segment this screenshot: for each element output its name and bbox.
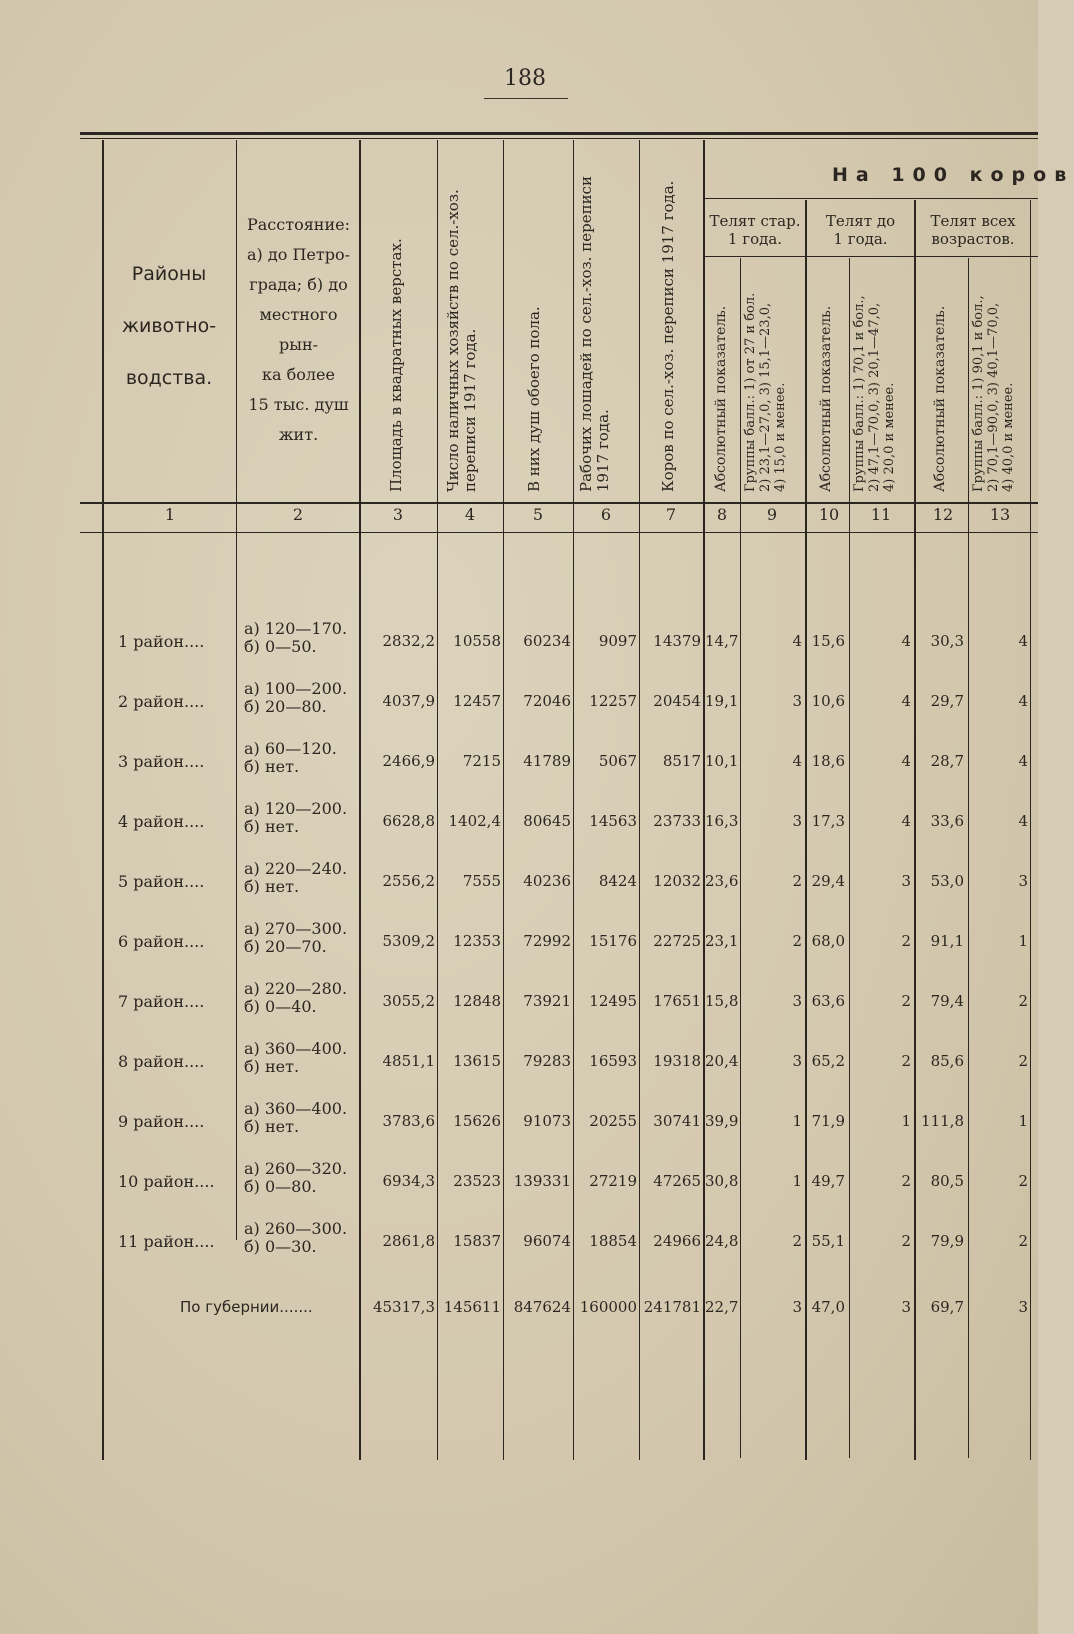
col-number-5: 5 <box>532 505 544 524</box>
col-sep-12-13 <box>968 258 969 1458</box>
distance-to-market: б) нет. <box>244 817 300 836</box>
header-group-calves-all <box>916 212 1030 248</box>
cell-c12: 80,5 <box>930 1172 964 1190</box>
total-c13: 3 <box>1018 1298 1028 1316</box>
cell-c11: 4 <box>901 812 911 830</box>
cell-c8: 20,4 <box>705 1052 739 1070</box>
per100-rule <box>703 198 1038 199</box>
cell-cows: 8517 <box>662 752 701 770</box>
header-distance <box>238 210 359 450</box>
total-farms: 145611 <box>443 1298 501 1316</box>
cell-souls: 60234 <box>523 632 571 650</box>
cell-souls: 40236 <box>523 872 571 890</box>
cell-c9: 3 <box>792 992 802 1010</box>
cell-farms: 15837 <box>453 1232 501 1250</box>
cell-horses: 15176 <box>589 932 637 950</box>
cell-souls: 79283 <box>523 1052 571 1070</box>
cell-farms: 15626 <box>453 1112 501 1130</box>
cell-souls: 72992 <box>523 932 571 950</box>
cell-farms: 7215 <box>462 752 501 770</box>
header-grp-11-line3: 4) 20,0 и менее. <box>882 382 897 492</box>
distance-cell <box>244 680 359 716</box>
cell-c9: 2 <box>792 1232 802 1250</box>
col-number-4: 4 <box>464 505 476 524</box>
header-distance-line7: жит. <box>278 425 319 444</box>
distance-to-petrograd: а) 220—280. <box>244 979 348 998</box>
cell-farms: 13615 <box>453 1052 501 1070</box>
total-c12: 69,7 <box>930 1298 964 1316</box>
table-top-rule <box>80 132 1038 135</box>
cell-area: 3783,6 <box>382 1112 435 1130</box>
cell-c10: 65,2 <box>811 1052 845 1070</box>
cell-horses: 9097 <box>598 632 637 650</box>
distance-to-market: б) 0—30. <box>244 1237 317 1256</box>
total-souls: 847624 <box>513 1298 571 1316</box>
cell-area: 5309,2 <box>382 932 435 950</box>
col-number-7: 7 <box>665 505 677 524</box>
col-sep-4-5 <box>503 140 504 1460</box>
distance-to-market: б) 0—80. <box>244 1177 317 1196</box>
distance-to-market: б) 20—70. <box>244 937 327 956</box>
cell-c12: 85,6 <box>930 1052 964 1070</box>
cell-farms: 12848 <box>453 992 501 1010</box>
header-farms-line2: переписи 1917 года. <box>461 328 479 492</box>
cell-horses: 27219 <box>589 1172 637 1190</box>
distance-cell <box>244 800 359 836</box>
cell-horses: 16593 <box>589 1052 637 1070</box>
col-sep-13-right <box>1030 200 1031 1460</box>
cell-c12: 28,7 <box>930 752 964 770</box>
col-number-1: 1 <box>164 505 176 524</box>
cell-c13: 4 <box>1018 752 1028 770</box>
cell-c10: 29,4 <box>811 872 845 890</box>
header-distance-line5: ка более <box>262 365 335 384</box>
col-number-13: 13 <box>989 505 1011 524</box>
cell-c12: 111,8 <box>921 1112 964 1130</box>
col-number-9: 9 <box>766 505 778 524</box>
cell-c13: 2 <box>1018 1172 1028 1190</box>
distance-cell <box>244 1160 359 1196</box>
cell-area: 4037,9 <box>382 692 435 710</box>
header-regions <box>104 248 234 404</box>
cell-c11: 4 <box>901 752 911 770</box>
distance-to-petrograd: а) 120—170. <box>244 619 348 638</box>
cell-c9: 4 <box>792 752 802 770</box>
total-c9: 3 <box>792 1298 802 1316</box>
header-area: Площадь в квадратных верстах. <box>387 238 405 492</box>
distance-cell <box>244 740 359 776</box>
header-grp-9 <box>743 293 788 492</box>
cell-c9: 1 <box>792 1112 802 1130</box>
header-grp-11-line2: 2) 47,1—70,0, 3) 20,1—47,0, <box>867 302 882 492</box>
cell-souls: 96074 <box>523 1232 571 1250</box>
col-sep-10-11 <box>849 258 850 1458</box>
cell-c10: 63,6 <box>811 992 845 1010</box>
header-abs-10: Абсолютный показатель. <box>818 305 834 492</box>
cell-c10: 55,1 <box>811 1232 845 1250</box>
header-group-calves-young-line1: Телят до <box>825 212 896 230</box>
header-abs-12: Абсолютный показатель. <box>932 305 948 492</box>
cell-horses: 5067 <box>598 752 637 770</box>
cell-c8: 15,8 <box>705 992 739 1010</box>
distance-cell <box>244 860 359 896</box>
col-number-12: 12 <box>932 505 954 524</box>
cell-c10: 15,6 <box>811 632 845 650</box>
col-sep-5-6 <box>573 140 574 1460</box>
cell-c12: 30,3 <box>930 632 964 650</box>
cell-area: 2556,2 <box>382 872 435 890</box>
region-label: 7 район.... <box>118 992 205 1011</box>
cell-c8: 24,8 <box>705 1232 739 1250</box>
cell-souls: 41789 <box>523 752 571 770</box>
header-bottom-rule <box>80 502 1038 504</box>
cell-area: 6628,8 <box>382 812 435 830</box>
distance-cell <box>244 980 359 1016</box>
col-sep-11-12 <box>914 200 916 1460</box>
distance-cell <box>244 1040 359 1076</box>
cell-horses: 12495 <box>589 992 637 1010</box>
distance-cell <box>244 1100 359 1136</box>
cell-c11: 2 <box>901 1052 911 1070</box>
distance-to-petrograd: а) 260—320. <box>244 1159 348 1178</box>
cell-c13: 2 <box>1018 992 1028 1010</box>
cell-c8: 16,3 <box>705 812 739 830</box>
column-number-rule <box>80 532 1038 533</box>
cell-c12: 79,4 <box>930 992 964 1010</box>
distance-to-market: б) нет. <box>244 1117 300 1136</box>
cell-souls: 80645 <box>523 812 571 830</box>
cell-horses: 12257 <box>589 692 637 710</box>
region-label: 8 район.... <box>118 1052 205 1071</box>
header-regions-line2: животно- <box>121 315 217 337</box>
cell-farms: 12457 <box>453 692 501 710</box>
cell-farms: 12353 <box>453 932 501 950</box>
cell-cows: 12032 <box>653 872 701 890</box>
cell-cows: 47265 <box>653 1172 701 1190</box>
cell-cows: 14379 <box>653 632 701 650</box>
cell-c8: 14,7 <box>705 632 739 650</box>
cell-c13: 2 <box>1018 1232 1028 1250</box>
cell-c8: 23,1 <box>705 932 739 950</box>
cell-c11: 2 <box>901 992 911 1010</box>
header-distance-line4: местного рын- <box>259 305 338 354</box>
region-label: 6 район.... <box>118 932 205 951</box>
cell-area: 2832,2 <box>382 632 435 650</box>
cell-horses: 20255 <box>589 1112 637 1130</box>
header-distance-line2: а) до Петро- <box>247 245 350 264</box>
header-farms <box>445 189 479 492</box>
cell-c10: 17,3 <box>811 812 845 830</box>
cell-c9: 2 <box>792 872 802 890</box>
header-distance-line1: Расстояние: <box>247 215 350 234</box>
cell-c13: 4 <box>1018 632 1028 650</box>
cell-area: 2466,9 <box>382 752 435 770</box>
distance-to-petrograd: а) 360—400. <box>244 1099 348 1118</box>
distance-to-market: б) 0—40. <box>244 997 317 1016</box>
total-label: По губернии....... <box>180 1298 313 1316</box>
header-regions-line3: водства. <box>125 367 213 389</box>
table-top-rule-thin <box>80 138 1038 139</box>
header-per-100-cows: На 100 коров <box>832 164 1074 186</box>
distance-to-market: б) 20—80. <box>244 697 327 716</box>
header-cows: Коров по сел.-хоз. переписи 1917 года. <box>659 180 677 492</box>
cell-c11: 1 <box>901 1112 911 1130</box>
cell-c9: 1 <box>792 1172 802 1190</box>
header-horses-line2: 1917 года. <box>594 409 612 492</box>
region-label: 5 район.... <box>118 872 205 891</box>
cell-c8: 19,1 <box>705 692 739 710</box>
col-sep-7-8 <box>703 140 705 1460</box>
cell-c9: 2 <box>792 932 802 950</box>
cell-farms: 7555 <box>462 872 501 890</box>
region-label: 10 район.... <box>118 1172 215 1191</box>
cell-c8: 10,1 <box>705 752 739 770</box>
header-group-calves-all-line2: возрастов. <box>931 230 1015 248</box>
distance-cell <box>244 620 359 656</box>
distance-to-petrograd: а) 220—240. <box>244 859 348 878</box>
header-grp-11 <box>852 295 897 492</box>
cell-c11: 4 <box>901 632 911 650</box>
total-area: 45317,3 <box>372 1298 435 1316</box>
col-sep-9-10 <box>805 200 807 1460</box>
cell-souls: 91073 <box>523 1112 571 1130</box>
cell-cows: 19318 <box>653 1052 701 1070</box>
cell-c11: 2 <box>901 1232 911 1250</box>
header-grp-9-line2: 2) 23,1—27,0, 3) 15,1—23,0, <box>758 302 773 492</box>
cell-c10: 18,6 <box>811 752 845 770</box>
groups-rule <box>703 256 1038 257</box>
cell-c11: 2 <box>901 1172 911 1190</box>
distance-to-petrograd: а) 260—300. <box>244 1219 348 1238</box>
total-c8: 22,7 <box>705 1298 739 1316</box>
distance-to-market: б) нет. <box>244 757 300 776</box>
header-grp-9-line1: Группы балл.: 1) от 27 и бол. <box>743 292 758 492</box>
cell-c10: 10,6 <box>811 692 845 710</box>
distance-to-petrograd: а) 120—200. <box>244 799 348 818</box>
cell-horses: 14563 <box>589 812 637 830</box>
header-group-calves-young <box>807 212 914 248</box>
cell-c8: 30,8 <box>705 1172 739 1190</box>
header-regions-line1: Районы <box>131 263 207 285</box>
region-label: 9 район.... <box>118 1112 205 1131</box>
cell-horses: 8424 <box>598 872 637 890</box>
col-number-6: 6 <box>600 505 612 524</box>
cell-c11: 3 <box>901 872 911 890</box>
col-number-11: 11 <box>870 505 892 524</box>
cell-horses: 18854 <box>589 1232 637 1250</box>
cell-cows: 20454 <box>653 692 701 710</box>
col-sep-8-9 <box>740 258 741 1458</box>
cell-souls: 73921 <box>523 992 571 1010</box>
cell-c13: 1 <box>1018 1112 1028 1130</box>
header-distance-line6: 15 тыс. душ <box>248 395 349 414</box>
distance-to-petrograd: а) 360—400. <box>244 1039 348 1058</box>
cell-c10: 71,9 <box>811 1112 845 1130</box>
header-group-calves-young-line2: 1 года. <box>833 230 888 248</box>
col-sep-1-2 <box>236 140 237 1240</box>
header-grp-9-line3: 4) 15,0 и менее. <box>773 382 788 492</box>
cell-c12: 29,7 <box>930 692 964 710</box>
col-number-2: 2 <box>292 505 304 524</box>
header-distance-line3: града; б) до <box>249 275 348 294</box>
header-farms-line1: Число наличных хозяйств по сел.-хоз. <box>444 189 462 492</box>
cell-c12: 33,6 <box>930 812 964 830</box>
cell-c12: 53,0 <box>930 872 964 890</box>
cell-cows: 23733 <box>653 812 701 830</box>
header-abs-8: Абсолютный показатель. <box>713 305 729 492</box>
distance-to-petrograd: а) 270—300. <box>244 919 348 938</box>
header-grp-13-line3: 4) 40,0 и менее. <box>1001 382 1016 492</box>
cell-c10: 49,7 <box>811 1172 845 1190</box>
total-c10: 47,0 <box>811 1298 845 1316</box>
col-sep-2-3 <box>359 140 361 1460</box>
cell-area: 6934,3 <box>382 1172 435 1190</box>
cell-c13: 3 <box>1018 872 1028 890</box>
distance-to-market: б) 0—50. <box>244 637 317 656</box>
cell-c11: 2 <box>901 932 911 950</box>
total-c11: 3 <box>901 1298 911 1316</box>
page-number-rule <box>484 98 568 99</box>
cell-c10: 68,0 <box>811 932 845 950</box>
cell-c9: 3 <box>792 1052 802 1070</box>
header-souls: В них душ обоего пола. <box>525 306 543 492</box>
cell-area: 4851,1 <box>382 1052 435 1070</box>
cell-farms: 10558 <box>453 632 501 650</box>
region-label: 3 район.... <box>118 752 205 771</box>
distance-to-petrograd: а) 100—200. <box>244 679 348 698</box>
cell-c9: 4 <box>792 632 802 650</box>
cell-c12: 91,1 <box>930 932 964 950</box>
cell-cows: 22725 <box>653 932 701 950</box>
col-sep-6-7 <box>639 140 640 1460</box>
header-group-calves-old-line2: 1 года. <box>727 230 783 248</box>
cell-c13: 2 <box>1018 1052 1028 1070</box>
cell-c13: 4 <box>1018 692 1028 710</box>
col-number-3: 3 <box>392 505 404 524</box>
header-horses-line1: Рабочих лошадей по сел.-хоз. переписи <box>577 176 595 492</box>
header-grp-13-line1: Группы балл.: 1) 90,1 и бол., <box>971 295 986 492</box>
cell-c8: 39,9 <box>705 1112 739 1130</box>
region-label: 4 район.... <box>118 812 205 831</box>
cell-souls: 139331 <box>513 1172 571 1190</box>
header-group-calves-all-line1: Телят всех <box>930 212 1016 230</box>
cell-c12: 79,9 <box>930 1232 964 1250</box>
header-horses <box>578 176 612 492</box>
cell-c13: 4 <box>1018 812 1028 830</box>
distance-cell <box>244 1220 359 1256</box>
header-grp-13 <box>971 295 1016 492</box>
header-grp-13-line2: 2) 70,1—90,0, 3) 40,1—70,0, <box>986 302 1001 492</box>
cell-c8: 23,6 <box>705 872 739 890</box>
cell-c9: 3 <box>792 812 802 830</box>
distance-cell <box>244 920 359 956</box>
total-cows: 241781 <box>643 1298 701 1316</box>
cell-c11: 4 <box>901 692 911 710</box>
region-label: 2 район.... <box>118 692 205 711</box>
col-number-10: 10 <box>818 505 840 524</box>
header-group-calves-old-line1: Телят стар. <box>709 212 801 230</box>
cell-area: 3055,2 <box>382 992 435 1010</box>
page-number: 188 <box>504 66 546 91</box>
cell-c13: 1 <box>1018 932 1028 950</box>
header-grp-11-line1: Группы балл.: 1) 70,1 и бол., <box>852 295 867 492</box>
region-label: 11 район.... <box>118 1232 215 1251</box>
region-label: 1 район.... <box>118 632 205 651</box>
col-number-8: 8 <box>716 505 728 524</box>
cell-cows: 17651 <box>653 992 701 1010</box>
cell-farms: 1402,4 <box>448 812 501 830</box>
cell-cows: 24966 <box>653 1232 701 1250</box>
cell-souls: 72046 <box>523 692 571 710</box>
total-horses: 160000 <box>579 1298 637 1316</box>
distance-to-petrograd: а) 60—120. <box>244 739 337 758</box>
cell-cows: 30741 <box>653 1112 701 1130</box>
col-sep-3-4 <box>437 140 438 1460</box>
cell-area: 2861,8 <box>382 1232 435 1250</box>
header-group-calves-old <box>705 212 805 248</box>
distance-to-market: б) нет. <box>244 1057 300 1076</box>
cell-farms: 23523 <box>453 1172 501 1190</box>
distance-to-market: б) нет. <box>244 877 300 896</box>
cell-c9: 3 <box>792 692 802 710</box>
